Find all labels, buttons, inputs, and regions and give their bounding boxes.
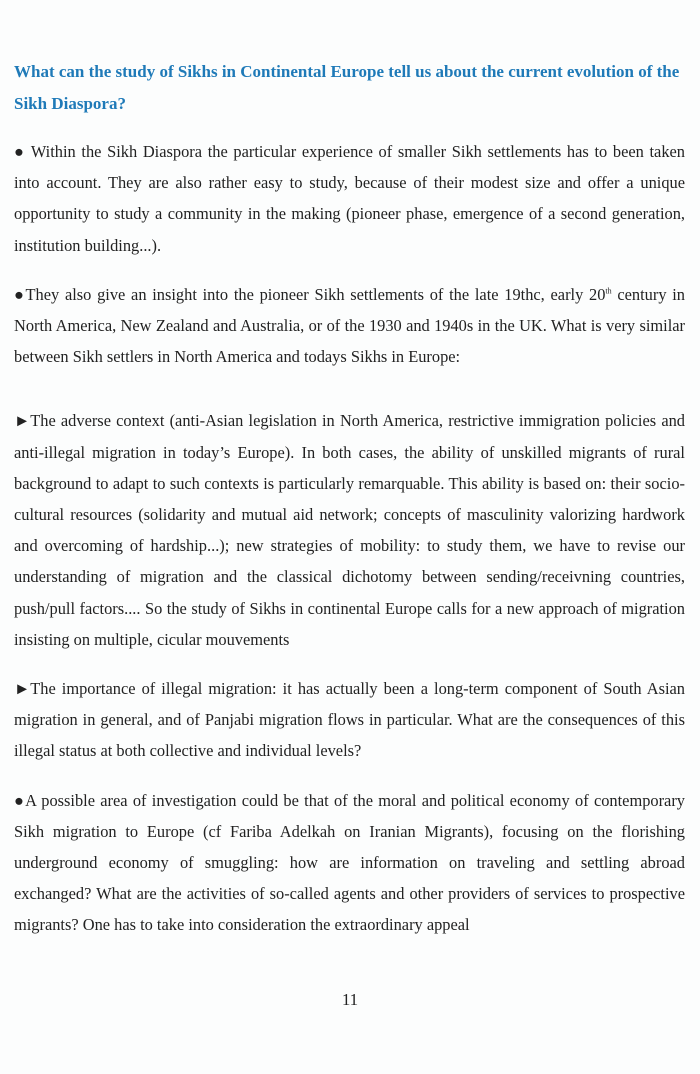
paragraph-text: The adverse context (anti-Asian legislation in North America, restrictive immigration policies and anti-illegal migration in today’s Europe). In both cases, the ability of unskilled migrants of rural background to adapt to such contexts is particularly remarquable. This ability is based on: their socio-cultural resources (solidarity and mutual aid network; concepts of masculinity valorizing hardwork and overcoming of hardship...); new strategies of mobility: to study them, we have to revise our understanding of migration and the classical dichotomy between sending/receivning countries, push/pull factors.... So the study of Sikhs in continental Europe calls for a new approach of migration insisting on multiple, cicular mouvements xyxy=(14,411,685,649)
paragraph-pioneer-settlements xyxy=(14,279,685,373)
paragraph-text: Within the Sikh Diaspora the particular experience of smaller Sikh settlements has to been taken into account. They are also rather easy to study, because of their modest size and offer a unique opportunity to study a community in the making (pioneer phase, emergence of a second generation, institution building...). xyxy=(14,142,685,255)
bullet-dot-icon: ● xyxy=(14,142,26,161)
superscript-ordinal: th xyxy=(605,286,612,296)
paragraph-text: They also give an insight into the pioneer Sikh settlements of the late 19thc, early 20 xyxy=(25,284,606,304)
bullet-dot-icon: ● xyxy=(14,284,26,304)
arrow-bullet-icon: ► xyxy=(14,411,31,431)
paragraph-smaller-settlements xyxy=(14,136,685,261)
document-page xyxy=(14,56,685,959)
paragraph-text: A possible area of investigation could be that of the moral and political economy of contemporary Sikh migration to Europe (cf Fariba Adelkah on Iranian Migrants), focusing on the florishing underground economy of smuggling: how are information on traveling and settling abroad exchanged? What are the activities of so-called agents and other providers of services to prospective migrants? One has to take into consideration the extraordinary appeal xyxy=(14,790,685,935)
paragraph-text: The importance of illegal migration: it has actually been a long-term component of South Asian migration in general, and of Panjabi migration flows in particular. What are the consequences of this illegal status at both collective and individual levels? xyxy=(14,679,685,761)
paragraph-text-continued: century in North America, New Zealand and Australia, or of the 1930 and 1940s in the UK. What is very similar between Sikh settlers in North America and todays Sikhs in Europe: xyxy=(14,284,686,367)
page-number: 11 xyxy=(341,990,359,1009)
bullet-dot-icon: ● xyxy=(14,790,26,810)
paragraph-illegal-migration xyxy=(14,673,685,767)
section-heading: What can the study of Sikhs in Continental Europe tell us about the current evolution of the Sikh Diaspora? xyxy=(14,62,680,113)
arrow-bullet-icon: ► xyxy=(14,679,31,699)
paragraph-investigation-area xyxy=(14,785,685,941)
paragraph-adverse-context xyxy=(14,405,685,655)
